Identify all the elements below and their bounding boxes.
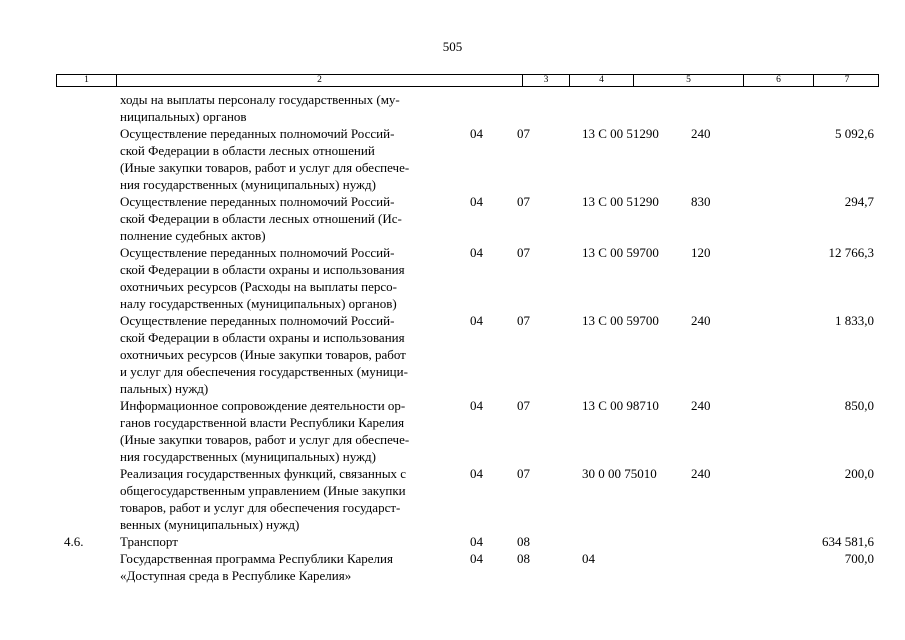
expense-type-code: 830 bbox=[691, 194, 711, 209]
description-line: Государственная программа Республики Карелия bbox=[120, 551, 393, 566]
description-line: «Доступная среда в Республике Карелия» bbox=[120, 568, 352, 583]
row-description bbox=[120, 550, 460, 584]
header-col-3: 3 bbox=[522, 75, 569, 86]
header-col-7: 7 bbox=[813, 75, 880, 86]
table-row bbox=[0, 465, 905, 533]
row-description bbox=[120, 91, 460, 125]
table-row bbox=[0, 125, 905, 193]
description-line: Информационное сопровождение деятельности ор- bbox=[120, 398, 406, 413]
target-item-code: 30 0 00 75010 bbox=[582, 466, 657, 481]
description-line: общегосударственным управлением (Иные закупки bbox=[120, 483, 406, 498]
description-line: Осуществление переданных полномочий Россий- bbox=[120, 245, 395, 260]
description-line: ской Федерации в области лесных отношений bbox=[120, 143, 375, 158]
subsection-code: 08 bbox=[517, 551, 530, 566]
description-line: ской Федерации в области лесных отношений (Ис- bbox=[120, 211, 402, 226]
section-code: 04 bbox=[470, 466, 483, 481]
amount-value: 200,0 bbox=[844, 466, 874, 481]
amount-value: 850,0 bbox=[844, 398, 874, 413]
header-col-2: 2 bbox=[116, 75, 522, 86]
description-line: (Иные закупки товаров, работ и услуг для обеспече- bbox=[120, 432, 410, 447]
description-line: Осуществление переданных полномочий Россий- bbox=[120, 313, 395, 328]
amount-value: 12 766,3 bbox=[828, 245, 874, 260]
section-code: 04 bbox=[470, 551, 483, 566]
header-col-6: 6 bbox=[743, 75, 813, 86]
section-code: 04 bbox=[470, 313, 483, 328]
amount-value: 700,0 bbox=[844, 551, 874, 566]
description-line: ния государственных (муниципальных) нужд) bbox=[120, 449, 376, 464]
section-code: 04 bbox=[470, 126, 483, 141]
description-line: и услуг для обеспечения государственных (муници- bbox=[120, 364, 408, 379]
expense-type-code: 240 bbox=[691, 126, 711, 141]
expense-type-code: 240 bbox=[691, 313, 711, 328]
header-col-4: 4 bbox=[569, 75, 633, 86]
amount-value: 634 581,6 bbox=[822, 534, 874, 549]
description-line: (Иные закупки товаров, работ и услуг для обеспече- bbox=[120, 160, 410, 175]
description-line: Осуществление переданных полномочий Россий- bbox=[120, 194, 395, 209]
target-item-code: 13 С 00 51290 bbox=[582, 194, 659, 209]
subsection-code: 07 bbox=[517, 245, 530, 260]
subsection-code: 07 bbox=[517, 194, 530, 209]
row-description bbox=[120, 465, 460, 533]
description-line: ской Федерации в области охраны и использования bbox=[120, 262, 405, 277]
amount-value: 294,7 bbox=[844, 194, 874, 209]
subsection-code: 07 bbox=[517, 398, 530, 413]
subsection-code: 07 bbox=[517, 126, 530, 141]
row-description bbox=[120, 125, 460, 193]
header-col-1: 1 bbox=[84, 75, 89, 85]
target-item-code: 13 С 00 98710 bbox=[582, 398, 659, 413]
description-line: ской Федерации в области охраны и использования bbox=[120, 330, 405, 345]
target-item-code: 04 bbox=[582, 551, 595, 566]
description-line: венных (муниципальных) нужд) bbox=[120, 517, 300, 532]
target-item-code: 13 С 00 59700 bbox=[582, 313, 659, 328]
expense-type-code: 120 bbox=[691, 245, 711, 260]
section-code: 04 bbox=[470, 245, 483, 260]
description-line: ниципальных) органов bbox=[120, 109, 247, 124]
description-line: ганов государственной власти Республики Карелия bbox=[120, 415, 405, 430]
table-row bbox=[0, 550, 905, 584]
description-line: налу государственных (муниципальных) органов) bbox=[120, 296, 397, 311]
description-line: охотничьих ресурсов (Иные закупки товаров, работ bbox=[120, 347, 406, 362]
description-line: Транспорт bbox=[120, 534, 178, 549]
row-description bbox=[120, 533, 460, 550]
page-number: 505 bbox=[442, 39, 463, 54]
subsection-code: 08 bbox=[517, 534, 530, 549]
section-code: 04 bbox=[470, 398, 483, 413]
header-col-5: 5 bbox=[633, 75, 743, 86]
table-body bbox=[0, 91, 905, 584]
target-item-code: 13 С 00 59700 bbox=[582, 245, 659, 260]
table-row bbox=[0, 193, 905, 244]
table-row bbox=[0, 312, 905, 397]
subsection-code: 07 bbox=[517, 466, 530, 481]
description-line: полнение судебных актов) bbox=[120, 228, 266, 243]
row-description bbox=[120, 312, 460, 397]
table-row bbox=[0, 533, 905, 550]
table-row bbox=[0, 397, 905, 465]
row-description bbox=[120, 193, 460, 244]
target-item-code: 13 С 00 51290 bbox=[582, 126, 659, 141]
expense-type-code: 240 bbox=[691, 398, 711, 413]
description-line: ходы на выплаты персоналу государственных (му- bbox=[120, 92, 400, 107]
row-number: 4.6. bbox=[64, 534, 84, 549]
description-line: ния государственных (муниципальных) нужд) bbox=[120, 177, 376, 192]
expense-type-code: 240 bbox=[691, 466, 711, 481]
description-line: Реализация государственных функций, связанных с bbox=[120, 466, 407, 481]
table-row bbox=[0, 91, 905, 125]
row-description bbox=[120, 397, 460, 465]
description-line: товаров, работ и услуг для обеспечения государст- bbox=[120, 500, 401, 515]
row-description bbox=[120, 244, 460, 312]
section-code: 04 bbox=[470, 534, 483, 549]
description-line: пальных) нужд) bbox=[120, 381, 209, 396]
section-code: 04 bbox=[470, 194, 483, 209]
table-row bbox=[0, 244, 905, 312]
description-line: Осуществление переданных полномочий Россий- bbox=[120, 126, 395, 141]
subsection-code: 07 bbox=[517, 313, 530, 328]
description-line: охотничьих ресурсов (Расходы на выплаты персо- bbox=[120, 279, 398, 294]
amount-value: 5 092,6 bbox=[835, 126, 874, 141]
table-header bbox=[56, 74, 879, 87]
amount-value: 1 833,0 bbox=[835, 313, 874, 328]
